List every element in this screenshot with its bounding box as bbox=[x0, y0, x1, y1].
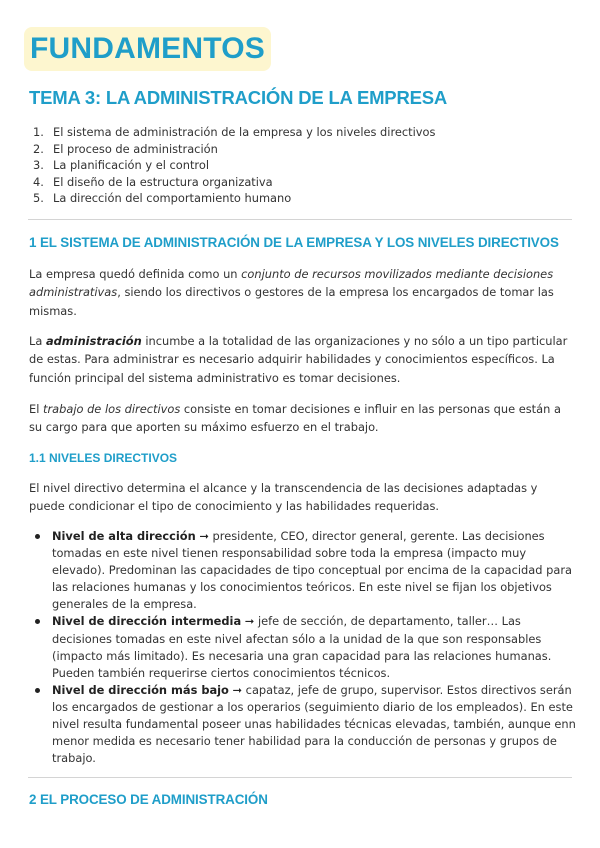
toc-item: 1. El sistema de administración de la empresa y los niveles directivos bbox=[33, 125, 436, 139]
divider bbox=[28, 777, 572, 778]
list-item: Nivel de alta dirección ➞ presidente, CEO, director general, gerente. Las decisiones tomadas en este nivel tienen responsabilidad sobre toda la empresa (impacto muy elevado). Predominan las capacidades de tipo conceptual por encima de la capacidad para las relaciones humanas y los conocimientos teóricos. En este nivel se fijan los objetivos generales de la empresa. bbox=[29, 528, 577, 613]
arrow-icon: ➞ bbox=[232, 682, 243, 697]
arrow-icon: ➞ bbox=[199, 529, 209, 543]
document-title: FUNDAMENTOS bbox=[24, 27, 271, 71]
divider bbox=[28, 219, 572, 220]
table-of-contents bbox=[33, 124, 435, 207]
section-1-paragraph-2: La administración incumbe a la totalidad de las organizaciones y no sólo a un tipo particular de estas. Para administrar es necesario adquirir habilidades y conocimientos específicos. La función principal del sistema administrativo es tomar decisiones. bbox=[29, 334, 568, 385]
arrow-icon: ➞ bbox=[244, 614, 255, 629]
topic-heading: TEMA 3: LA ADMINISTRACIÓN DE LA EMPRESA bbox=[29, 87, 448, 108]
bullet-icon bbox=[35, 688, 40, 693]
bullet-icon bbox=[35, 619, 40, 624]
toc-item: 4. El diseño de la estructura organizativa bbox=[33, 174, 273, 189]
section-1-1-paragraph: El nivel directivo determina el alcance y la transcendencia de las decisiones adaptadas y puede condicionar el tipo de conocimiento y las habilidades requeridas. bbox=[29, 481, 538, 514]
bullet-icon bbox=[35, 534, 40, 539]
section-1-1-heading: 1.1 NIVELES DIRECTIVOS bbox=[29, 451, 178, 465]
toc-item: 5. La dirección del comportamiento humano bbox=[33, 191, 292, 206]
list-item: Nivel de dirección más bajo ➞ capataz, jefe de grupo, supervisor. Estos directivos serán los encargados de gestionar a los operarios (seguimiento diario de los empleados). En este nivel resulta fundamental poseer unas habilidades técnicas elevadas, también, aunque enn menor medida es necesario tener habilidad para la conducción de personas y grupos de trabajo. bbox=[29, 682, 577, 767]
toc-item: 2. El proceso de administración bbox=[33, 141, 218, 156]
directive-levels-list bbox=[29, 528, 577, 767]
section-2-heading: 2 EL PROCESO DE ADMINISTRACIÓN bbox=[29, 792, 268, 807]
list-item: Nivel de dirección intermedia ➞ jefe de sección, de departamento, taller… Las decisiones tomadas en este nivel afectan sólo a la unidad de la que son responsables (impacto más limitado). Es necesaria una gran capacidad para las relaciones humanas. Pueden también requerirse ciertos conocimientos técnicos. bbox=[29, 613, 577, 681]
toc-item: 3. La planificación y el control bbox=[33, 158, 209, 173]
section-1-heading: 1 EL SISTEMA DE ADMINISTRACIÓN DE LA EMPRESA Y LOS NIVELES DIRECTIVOS bbox=[29, 235, 559, 250]
section-1-paragraph-1: La empresa quedó definida como un conjunto de recursos movilizados mediante decisiones administrativas, siendo los directivos o gestores de la empresa los encargados de tomar las mismas. bbox=[29, 267, 554, 318]
section-1-paragraph-3: El trabajo de los directivos consiste en tomar decisiones e influir en las personas que están a su cargo para que aporten su máximo esfuerzo en el trabajo. bbox=[29, 402, 561, 435]
